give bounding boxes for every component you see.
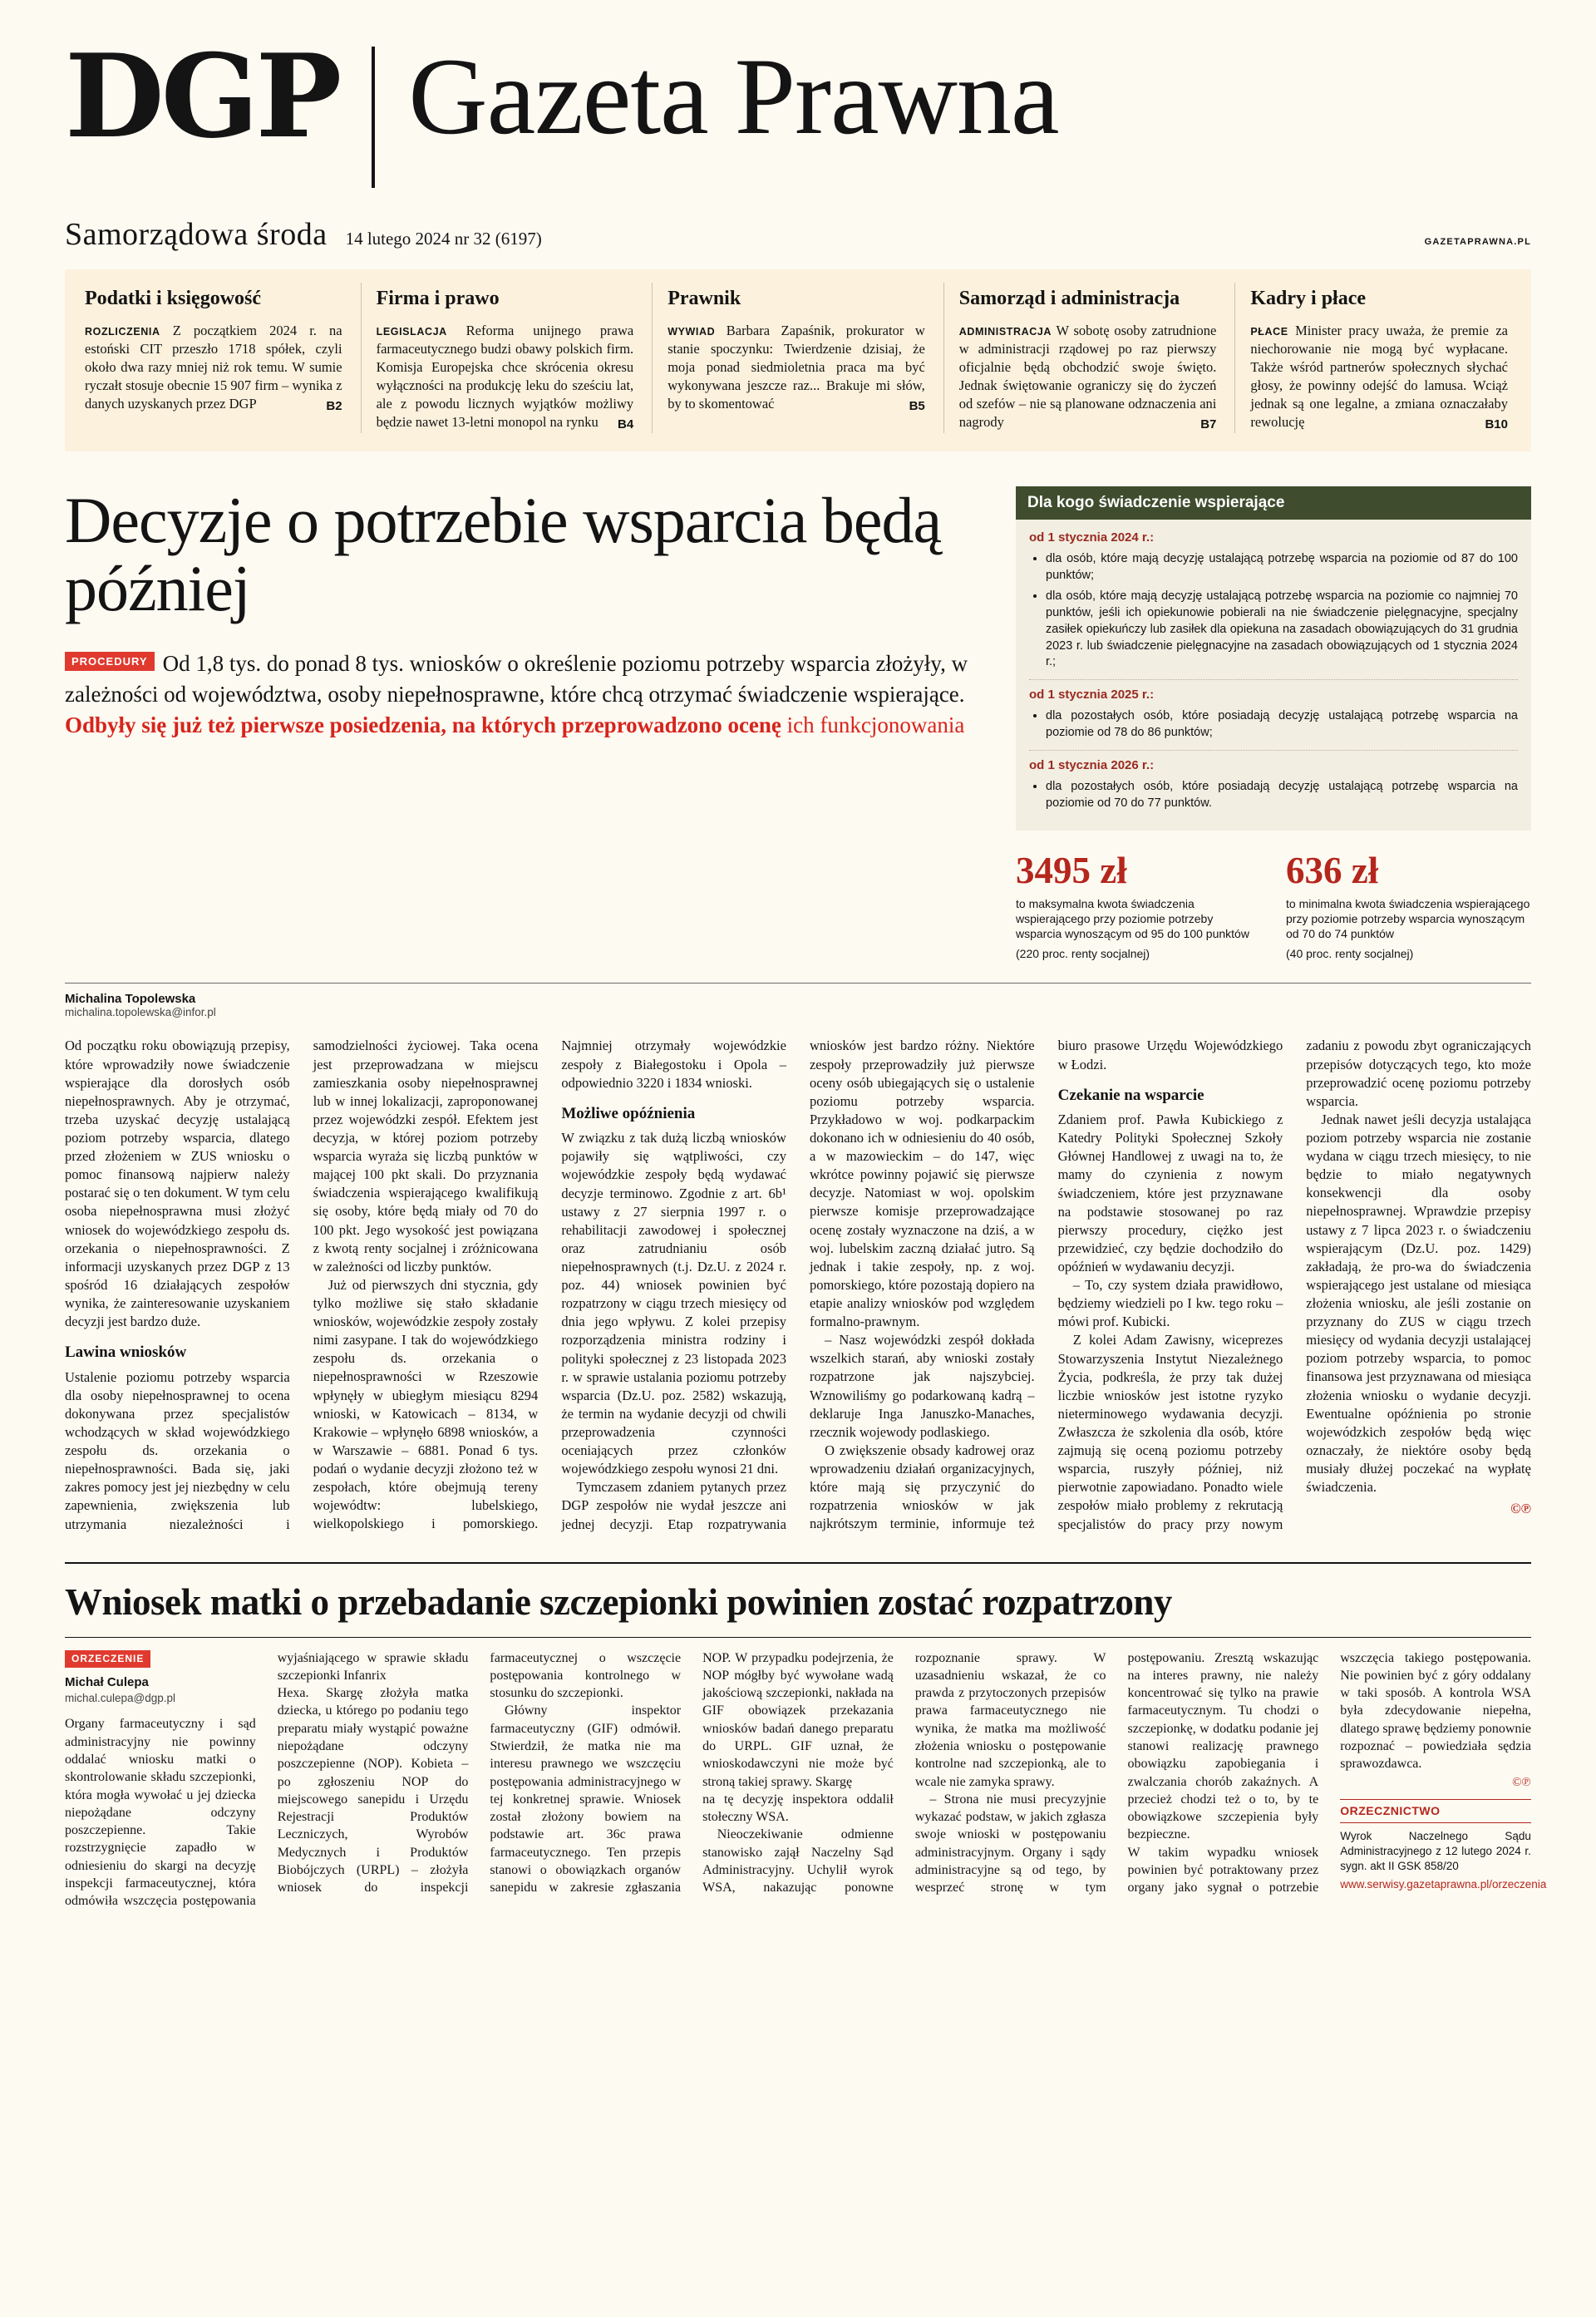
copyright-mark: ©℗ [1512, 1775, 1531, 1789]
key-figure-value: 3495 zł [1016, 849, 1127, 891]
paragraph: Główny inspektor farmaceutyczny (GIF) odmówił. Stwierdził, że matka nie ma interesu prawnego we wszczęciu postępowania administracyjnego w tej konkretnej sprawie. Wniosek został złożony bowiem na podstawie art. 36c prawa farmaceutycznego. Ten przepis stanowi o obowiązkach organów sanepidu w zakresie zgłaszania NOP. W przypadku podejrzenia, że NOP mógłby być wywołane wadą jakościową szczepionki, nakłada na GIF obowiązek przekazania wniosków badań danego preparatu do URPL. GIF uznał, że wnioskodawczyni nie może być stroną takiej sprawy. Skargę [490, 1650, 894, 1896]
divider [65, 1637, 1531, 1638]
masthead-divider [372, 47, 375, 188]
infobox-group-list [1029, 708, 1518, 741]
lead-left-column [65, 483, 988, 962]
divider [65, 1562, 1531, 1564]
logo-dgp: DGP [65, 28, 339, 164]
standfirst-text: Od 1,8 tys. do ponad 8 tys. wniosków o określenie poziomu potrzeby wsparcia złożyły, w zależności od województwa, osoby niepełnosprawne, które chcą otrzymać świadczenie wspierające. [65, 650, 968, 707]
teaser-page: B2 [326, 398, 342, 413]
paragraph: O zwiększenie obsady kadrowej oraz wprowadzeniu działań organizacyjnych, które mają się przyczynić do rozpatrzenia wniosków w jak najkrótszym terminie, informuje też biuro prasowe Urzędu Wojewódzkiego w Łodzi. [809, 1038, 1283, 1532]
lead-standfirst [65, 648, 988, 742]
teaser-body: Z początkiem 2024 r. na estoński CIT przeszło 1718 spółek, czyli około dwa razy mniej niż rok temu. W sumie ryczałt stosuje obecnie 15 907 firm – wynika z danych uzyskanych przez DGP [85, 323, 342, 412]
ruling-note [1340, 1799, 1547, 1892]
paragraph: – Nasz wojewódzki zespół dokłada wszelkich starań, aby wnioski zostały rozpatrzone jak najszybciej. Wznowiliśmy go podarkowaną kadrą – deklaruje Inga Januszko-Manaches, rzecznik wojewody podlaskiego. [809, 1332, 1035, 1440]
subheading: Możliwe opóźnienia [561, 1104, 696, 1122]
teaser-title: Prawnik [667, 288, 741, 309]
infobox-group-list [1029, 779, 1518, 811]
infobox-title: Dla kogo świadczenie wspierające [1016, 486, 1531, 520]
subheading: Lawina wniosków [65, 1343, 187, 1362]
paragraph: Organy farmaceutyczny i sąd administracyjny nie powinny oddalać wniosku matki o skontrolowanie składu szczepionki, która mogła wywołać u jej dziecka niepożądane odczyny poszczepienne. Takie rozstrzygnięcie zapadło w odniesieniu do skargi na decyzję inspekcji farmaceutycznej, która odmówiła wszczęcia postępowania wyjaśniającego w sprawie składu szczepionki Infanrix [65, 1650, 469, 1909]
key-figure-note: (220 proc. renty socjalnej) [1016, 947, 1150, 961]
subheading: Czekanie na wsparcie [1057, 1086, 1204, 1104]
edition-bar [65, 216, 1531, 264]
key-figure [1286, 849, 1531, 962]
status-badge: ORZECZENIE [65, 1650, 150, 1668]
teaser-kicker: ADMINISTRACJA [958, 326, 1052, 338]
infobox-group-label: od 1 stycznia 2024 r.: [1029, 530, 1155, 545]
teaser-text [959, 322, 1217, 431]
status-badge: PROCEDURY [65, 652, 155, 671]
key-figure-desc: to maksymalna kwota świadczenia wspierającego przy poziomie potrzeby wsparcia wynoszącym od 95 do 100 punktów [1016, 896, 1249, 941]
standfirst-highlight-tail: ich funkcjonowania [781, 712, 965, 738]
list-item: • dla osób, które mają decyzję ustalającą potrzebę wsparcia na poziomie co najmniej 70 punktów, jeśli ich opiekunowie pobierali na nie świadczenie pielęgnacyjne, specjalny zasiłek opiekuńczy lub zasiłek dla opiekuna na zasadach obowiązujących do 31 grudnia 2023 r. lub świadczenie pielęgnacyjne na zasadach obowiązujących od 1 stycznia 2024 r.; [1046, 589, 1518, 671]
paragraph: Hexa. Skargę złożyła matka dziecka, u którego po podaniu tego preparatu miały wystąpić poważne niepożądane odczyny poszczepienne (NOP). Kobieta – po zgłoszeniu NOP do miejscowego sanepidu i Urzędu Rejestracji Produktów Leczniczych, Wyrobów Medycznych i Produktów Biobójczych (URPL) – złożyła wniosek do inspekcji farmaceutycznej o wszczęcie postępowania kontrolnego w stosunku do szczepionki. [277, 1650, 682, 1896]
teaser-item[interactable] [70, 283, 361, 433]
teaser-kicker: ROZLICZENIA [85, 326, 160, 338]
logo-gazeta-prawna: Gazeta Prawna [408, 35, 1059, 157]
teaser-body: Barbara Zapaśnik, prokurator w stanie spoczynku: Twierdzenie dzisiaj, że moja ponad siedmioletnia praca ma być wykonywana jeszcze raz... Brakuje mi słów, by to skomentować [667, 323, 925, 412]
website-label: GAZETAPRAWNA.PL [1424, 237, 1531, 247]
key-figure-desc: to minimalna kwota świadczenia wspierającego przy poziomie potrzeby wsparcia wynoszącym od 70 do 74 punktów [1286, 896, 1530, 941]
standfirst-highlight: Odbyły się już też pierwsze posiedzenia, na których przeprowadzono ocenę [65, 712, 781, 738]
teaser-item[interactable] [652, 283, 943, 433]
secondary-story [65, 1562, 1547, 1910]
edition-title: Samorządowa środa [65, 217, 328, 252]
teaser-text [667, 322, 925, 413]
paragraph: Ustalenie poziomu potrzeby wsparcia dla osoby niepełnosprawnej to ocena dokonywana przez specjalistów wchodzących w skład wojewódzkiego zespołu ds. orzekania o niepełnosprawności. Bada się, jaki zakres pomocy jest jej niezbędny w celu zapewnienia, zwiększenia lub utrzymania niezależności i samodzielności życiowej. Taka ocena jest przeprowadzana w miejscu zamieszkania osoby niepełnosprawnej lub w innej lokalizacji, zaproponowanej przez wojewódzki zespół. Efektem jest decyzja, w której poziom potrzeby wsparcia wyraża się liczbą punktów w mającej 100 pkt skali. Do przyznania świadczenia wspierającego kwalifikują się osoby, które będą miały od 70 do 100 pkt. Jego wysokość jest powiązana z kwotą renty socjalnej i zróżnicowana w zależności od liczby punktów. [65, 1038, 539, 1532]
teaser-body: Minister pracy uważa, że premie za niechorowanie nie mogą być wypłacane. Także wśród partnerów społecznych słychać głosy, że powinny odejść do lamusa. Wciąż jednak są one legalne, a zmiana oznaczałaby rewolucję [1250, 323, 1508, 430]
author-name: Michalina Topolewska [65, 992, 196, 1007]
ruling-note-text: Wyrok Naczelnego Sądu Administracyjnego z 12 lutego 2024 r. sygn. akt II GSK 858/20 [1340, 1830, 1531, 1872]
teaser-kicker: WYWIAD [667, 326, 716, 338]
paragraph: Z kolei Adam Zawisny, wiceprezes Stowarzyszenia Instytut Niezależnego Życia, podkreśla, że przy tak dużej liczbie wniosków jest istotne ryzyko nieterminowego wydawania decyzji. Zwłaszcza że szkolenia dla osób, które zajmują się oceną poziomu potrzeby wsparcia, ruszyły później, niż pierwotnie zapowiadano. Ponadto wiele zespołów miało problemy z rekrutacją specjalistów do pracy przy nowym zadaniu z powodu zbyt ograniczających przepisów dotyczących tego, kto może przeprowadzić ocenę poziomu potrzeby wsparcia. [1057, 1038, 1531, 1532]
list-item: • dla osób, które mają decyzję ustalającą potrzebę wsparcia na poziomie od 87 do 100 punktów; [1046, 551, 1518, 584]
paragraph: Tymczasem zdaniem pytanych przez DGP zespołów nie wydał jeszcze ani jednej decyzji. Etap rozpatrywania wniosków jest bardzo różny. Niektóre zespoły przeprowadziły już pierwsze oceny osób ubiegających się o ustalenie poziomu potrzeby wsparcia. Przykładowo w woj. podkarpackim dokonano ich w odniesieniu do 40 osób, a w mazowieckim – do 147, więc wkrótce powinny pojawić się pierwsze decyzje. Natomiast w woj. opolskim pierwsze komisje przeprowadzające ocenę zostały wyznaczone na dziś, a w woj. lubelskim zaczną działać jutro. Są jednak i takie zespoły, np. z woj. pomorskiego, które pozostają dopiero na etapie analizy wniosków pod względem formalno-prawnym. [561, 1038, 1035, 1532]
edition-date: 14 lutego 2024 nr 32 (6197) [345, 229, 542, 249]
ruling-note-link[interactable]: www.serwisy.gazetaprawna.pl/orzeczenia [1340, 1878, 1547, 1891]
masthead [65, 28, 1531, 188]
teaser-title: Samorząd i administracja [958, 288, 1180, 309]
copyright-mark: ©℗ [1510, 1501, 1531, 1517]
list-item: • dla pozostałych osób, które posiadają decyzję ustalającą potrzebę wsparcia na poziomie od 70 do 77 punktów. [1046, 779, 1518, 811]
paragraph: Już od pierwszych dni stycznia, gdy tylko możliwe się stało składanie wniosków, wojewódzkie zespoły zostały nimi zasypane. I tak do wojewódzkiego zespołu ds. orzekania o niepełnosprawności w Rzeszowie wpłynęły w ubiegłym miesiącu 8294 wnioski, w Katowicach – 8134, w Krakowie – wpłynęło 6898 wniosków, a w Warszawie – 6881. Ponad 6 tys. podań o wydanie decyzji złożono też w zespołach, które obejmują tereny wojewódtw: lubelskiego, wielkopolskiego i pomorskiego. Najmniej otrzymały wojewódzkie zespoły z Białegostoku i Opola – odpowiednio 3220 i 1834 wnioski. [313, 1038, 786, 1532]
section-teasers [65, 269, 1531, 451]
teaser-item[interactable] [1234, 283, 1526, 433]
teaser-page: B10 [1485, 417, 1508, 431]
paragraph: Od początku roku obowiązują przepisy, które wprowadziły nowe świadczenie wspierające dla dorosłych osób niepełnosprawnych. Aby je otrzymać, trzeba uzyskać decyzję ustalającą poziom potrzeby wsparcia, dlatego przed złożeniem w ZUS wniosku o pomoc finansową najpierw należy postarać się o ten dokument. W tym celu osoba niepełnosprawna musi złożyć wniosek do wojewódzkiego zespołu ds. orzekania o niepełnosprawności. Z informacji uzyskanych przez DGP z 13 spośród 16 działających zespołów wynika, że zainteresowanie uzyskaniem decyzji jest bardzo duże. [65, 1038, 290, 1330]
lead-story [65, 483, 1531, 962]
teaser-text [85, 322, 342, 413]
paragraph: – Strona nie musi precyzyjnie wykazać podstaw, w jakich zgłasza swoje wnioski w postępowaniu administracyjnym. Organy i sądy administracyjne są od tego, by wesprzeć stronę w tym postępowaniu. Zresztą wskazując na interes prawny, nie należy koncentrować się tylko na prawie farmaceutycznym. Tu chodzi o szczepionkę, w dodatku podanie jej stanowi realizację prawnego obowiązku zapobiegania i zwalczania chorób zakaźnych. A przecież chodzi też o to, by te obowiązkowe szczepienia były bezpieczne. [914, 1650, 1319, 1896]
paragraph: na tę decyzję inspektora oddalił stołeczny WSA. [702, 1792, 894, 1825]
author-email[interactable]: michal.culepa@dgp.pl [65, 1691, 176, 1704]
paragraph: – To, czy system działa prawidłowo, będziemy wiedzieli po I kw. tego roku – mówi prof. Kubicki. [1057, 1277, 1283, 1330]
teaser-title: Firma i prawo [376, 288, 500, 309]
infobox-body [1016, 520, 1531, 831]
list-item: • dla pozostałych osób, które posiadają decyzję ustalającą potrzebę wsparcia na poziomie od 78 do 86 punktów; [1046, 708, 1518, 741]
byline-block [65, 983, 1531, 1018]
infobox-group-label: od 1 stycznia 2025 r.: [1029, 688, 1155, 702]
ruling-note-title: ORZECZNICTWO [1340, 1799, 1531, 1823]
teaser-title: Podatki i księgowość [85, 288, 262, 309]
teaser-kicker: PŁACE [1250, 326, 1288, 338]
teaser-page: B7 [1200, 417, 1217, 431]
divider [1029, 679, 1518, 680]
secondary-headline: Wniosek matki o przebadanie szczepionki powinien zostać rozpatrzony [65, 1580, 1172, 1623]
teaser-item[interactable] [943, 283, 1235, 433]
paragraph: W takim wypadku wniosek powinien być potraktowany przez organy jako sygnał o potrzebie wszczęcia takiego postępowania. Nie powinien być z góry oddalany w taki sposób. A kontrola WSA była zdecydowanie niepełna, dlatego sprawę będziemy ponownie rozpoznać – powiedziała sędzia sprawozdawca. [1127, 1650, 1531, 1896]
teaser-kicker: LEGISLACJA [376, 326, 447, 338]
author-email[interactable]: michalina.topolewska@infor.pl [65, 1006, 216, 1019]
article-body [65, 1037, 1531, 1533]
teaser-title: Kadry i płace [1250, 288, 1367, 309]
key-figure-value: 636 zł [1286, 849, 1379, 891]
key-figure-note: (40 proc. renty socjalnej) [1286, 947, 1414, 961]
teaser-item[interactable] [361, 283, 653, 433]
teaser-body: W sobotę osoby zatrudnione w administracji rządowej po raz pierwszy oficjalnie będą obchodzić swoje święto. Jednak świętowanie ograniczy się do życzeń od szefów – nie są planowane odznaczenia ani nagrody [958, 323, 1217, 430]
teaser-page: B5 [909, 398, 925, 413]
secondary-byline [65, 1649, 256, 1706]
paragraph: Nieoczekiwanie odmienne stanowisko zajął Naczelny Sąd Administracyjny. Uchylił wyrok WSA, nakazując ponowne rozpoznanie sprawy. W uzasadnieniu wskazał, że co prawda z przytoczonych przepisów prawa farmaceutycznego nie wynika, że matka ma możliwość złożenia wniosku o postępowanie kontrolne nad szczepionką, ale to wcale nie zamyka sprawy. [702, 1650, 1106, 1896]
key-figures [1016, 849, 1531, 962]
infobox-group-label: od 1 stycznia 2026 r.: [1029, 757, 1155, 772]
paragraph: Zdaniem prof. Pawła Kubickiego z Katedry Polityki Społecznej Szkoły Głównej Handlowej z uwagi na to, że mamy do czynienia z nowym świadczeniem, które jest przyznawane na podstawie stosowanej po raz pierwszy procedury, ciężko jest przewidzieć, czy będzie dochodziło do opóźnień w wydawaniu decyzji. [1057, 1112, 1283, 1274]
page-title: Decyzje o potrzebie wsparcia będą później [65, 483, 942, 625]
secondary-body [65, 1649, 1547, 1910]
teaser-body: Reforma unijnego prawa farmaceutycznego budzi obawy polskich firm. Komisja Europejska chce skrócenia okresu wyłączności na produkcję leku do sześciu lat, ale z powodu licznych wyjątków możliwy będzie nawet 13-letni monopol na rynku [376, 323, 634, 430]
teaser-page: B4 [618, 417, 634, 431]
paragraph: Jednak nawet jeśli decyzja ustalająca poziom potrzeby wsparcia nie zostanie wydana w ciągu trzech miesięcy, to nie będzie to miało negatywnych konsekwencji dla osoby niepełnosprawnej. Wprawdzie przepisy ustawy z 7 lipca 2023 r. o świadczeniu wspierającym (Dz.U. poz. 1429) zakładają, że pro-wa do świadczenia wspierającego jest ustalane od miesiąca złożenia wniosku, ale jeśli zostanie on przyznany do ZUS w ciągu trzech miesięcy od wydania decyzji ustalającej poziom potrzeby wsparcia, to pomoc finansowa jest przyznawana od miesiąca złożenia wniosku o wydanie decyzji. Ewentualne opóźnienia po stronie wojewódzkich zespołów będą więc oznaczały, że niektóre osoby będą musiały dłużej poczekać na wypłatę świadczenia. [1306, 1111, 1531, 1496]
infobox-support-benefit [1016, 486, 1531, 962]
author-name: Michał Culepa [65, 1674, 149, 1689]
infobox-group-list [1029, 551, 1518, 671]
divider [1029, 750, 1518, 751]
paragraph: W związku z tak dużą liczbą wniosków pojawiły się wątpliwości, czy wojewódzkie zespoły będą wydawać decyzje terminowo. Zgodnie z art. 6b¹ ustawy z 27 sierpnia 1997 r. o rehabilitacji zawodowej i społecznej oraz zatrudnianiu osób niepełnosprawnych (t.j. Dz.U. z 2024 r. poz. 44) wniosek powinien być rozpatrzony w ciągu trzech miesięcy od dnia jego wpływu. Z kolei przepisy rozporządzenia ministra rodziny i polityki społecznej z 23 listopada 2023 r. w sprawie ustalania poziomu potrzeby wsparcia (Dz.U. poz. 2582) wskazują, że termin na wydanie decyzji od chwili przeprowadzenia czynności oceniających przez członków wojewódzkiego zespołu wynosi 21 dni. [561, 1130, 786, 1477]
key-figure [1016, 849, 1261, 962]
teaser-text [1250, 322, 1508, 431]
teaser-text [377, 322, 634, 431]
